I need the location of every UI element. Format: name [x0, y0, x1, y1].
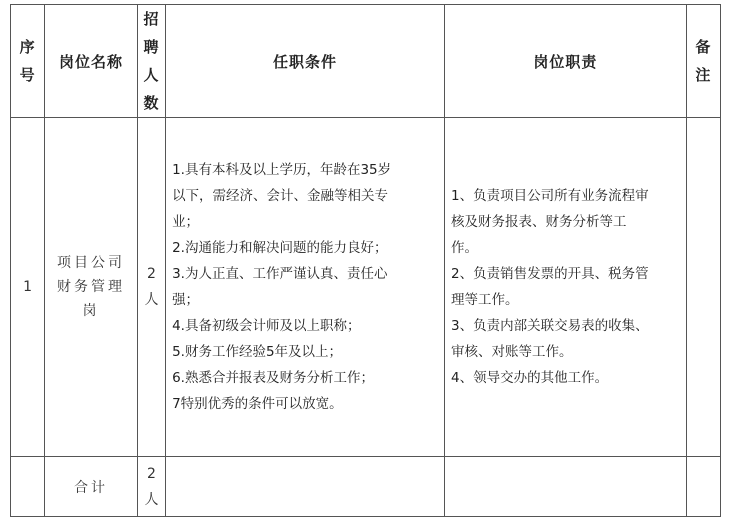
header-note: 备 注 [686, 5, 720, 118]
total-requirements [166, 457, 445, 517]
requirement-line: 4.具备初级会计师及以上职称； [172, 318, 361, 334]
total-note [686, 457, 720, 517]
duty-line: 理等工作。 [451, 292, 519, 308]
header-seq: 序 号 [11, 5, 45, 118]
row-requirements [166, 118, 445, 457]
row-note [686, 118, 720, 457]
requirement-line: 以下，需经济、会计、金融等相关专 [172, 188, 389, 204]
duty-line: 4、领导交办的其他工作。 [451, 370, 609, 386]
total-duties [445, 457, 687, 517]
table-row [11, 118, 721, 457]
header-requirements: 任职条件 [166, 5, 445, 118]
header-position-name: 岗位名称 [45, 5, 138, 118]
requirement-line: 业； [172, 214, 200, 230]
row-seq: 1 [11, 118, 45, 457]
duty-line: 作。 [451, 240, 479, 256]
recruitment-table [10, 4, 721, 517]
row-duties [445, 118, 687, 457]
requirement-line: 7特别优秀的条件可以放宽。 [172, 396, 343, 412]
requirement-line: 3.为人正直、工作严谨认真、责任心 [172, 266, 388, 282]
header-duties: 岗位职责 [445, 5, 687, 118]
requirement-line: 5.财务工作经验5年及以上； [172, 344, 343, 360]
total-row [11, 457, 721, 517]
header-row [11, 5, 721, 118]
total-headcount: 2 人 [137, 457, 165, 517]
requirement-line: 6.熟悉合并报表及财务分析工作； [172, 370, 374, 386]
total-label: 合计 [45, 457, 138, 517]
row-position-name: 项目公司 财务管理 岗 [45, 118, 138, 457]
header-headcount: 招 聘 人 数 [137, 5, 165, 118]
duty-line: 3、负责内部关联交易表的收集、 [451, 318, 649, 334]
duty-line: 1、负责项目公司所有业务流程审 [451, 188, 649, 204]
row-headcount: 2 人 [137, 118, 165, 457]
duty-line: 核及财务报表、财务分析等工 [451, 214, 627, 230]
total-seq [11, 457, 45, 517]
requirement-line: 1.具有本科及以上学历，年龄在35岁 [172, 162, 392, 178]
duty-line: 审核、对账等工作。 [451, 344, 573, 360]
requirement-line: 强； [172, 292, 200, 308]
requirement-line: 2.沟通能力和解决问题的能力良好； [172, 240, 388, 256]
duty-line: 2、负责销售发票的开具、税务管 [451, 266, 649, 282]
